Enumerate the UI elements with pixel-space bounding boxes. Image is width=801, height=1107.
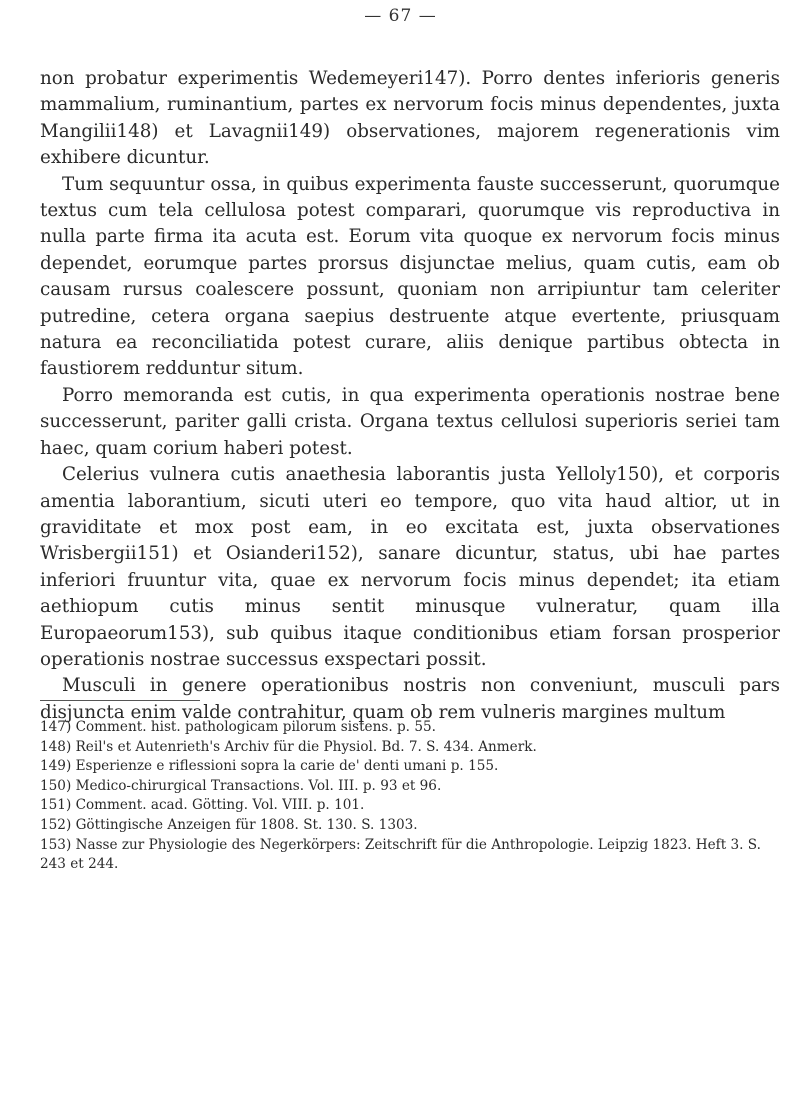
main-text <box>40 66 780 726</box>
paragraph-1: non probatur experimentis Wedemeyeri147). Porro dentes inferioris generis mammalium, ruminantium, partes ex nervorum focis minus dependentes, juxta Mangilii148) et Lavagnii149) observationes, majorem regenerationis vim exhibere dicuntur. <box>40 68 780 169</box>
paragraph-3: Porro memoranda est cutis, in qua experimenta operationis nostrae bene successerunt, pariter galli crista. Organa textus cellulosi superioris seriei tam haec, quam corium haberi potest. <box>40 384 780 459</box>
paragraph-4: Celerius vulnera cutis anaethesia laborantis justa Yelloly150), et corporis amentia laborantium, sicuti uteri eo tempore, quo vita haud altior, ut in graviditate et mox post eam, in eo excitata est, juxta observationes Wrisbergii151) et Osianderi152), sanare dicuntur, status, ubi hae partes inferiori fruuntur vita, quae ex nervorum focis minus dependet; ita etiam aethiopum cutis minus sentit minusque vulneratur, quam illa Europaeorum153), sub quibus itaque conditionibus etiam forsan prosperior operationis nostrae successus exspectari possit. <box>40 464 780 670</box>
footnote-148: 148) Reil's et Autenrieth's Archiv für die Physiol. Bd. 7. S. 434. Anmerk. <box>40 738 537 755</box>
footnote-151: 151) Comment. acad. Götting. Vol. VIII. p. 101. <box>40 797 365 814</box>
paragraph-5: Musculi in genere operationibus nostris non conveniunt, musculi pars disjuncta enim valde contrahitur, quam ob rem vulneris margines multum <box>40 675 780 723</box>
footnote-152: 152) Göttingische Anzeigen für 1808. St. 130. S. 1303. <box>40 816 418 833</box>
footnote-150: 150) Medico-chirurgical Transactions. Vol. III. p. 93 et 96. <box>40 777 442 794</box>
paragraph-2: Tum sequuntur ossa, in quibus experimenta fauste successerunt, quorumque textus cum tela cellulosa potest comparari, quorumque vis reproductiva in nulla parte firma ita acuta est. Eorum vita quoque ex nervorum focis minus dependet, eorumque partes prorsus disjunctae melius, quam cutis, eam ob causam rursus coalescere possunt, quoniam non arripiuntur tam celeriter putredine, cetera organa saepius destruente atque evertente, priusquam natura ea reconciliatida potest curare, aliis denique partibus obtecta in faustiorem redduntur situm. <box>40 173 780 380</box>
footnote-divider <box>40 700 200 701</box>
footnote-147: 147) Comment. hist. pathologicam pilorum sistens. p. 55. <box>40 719 436 735</box>
page-number: — 67 — <box>364 6 437 26</box>
footnote-153: 153) Nasse zur Physiologie des Negerkörpers: Zeitschrift für die Anthropologie. Leipzig 1823. Heft 3. S. 243 et 244. <box>40 836 761 873</box>
footnotes <box>40 718 780 875</box>
footnote-149: 149) Esperienze e riflessioni sopra la carie de' denti umani p. 155. <box>40 758 499 775</box>
